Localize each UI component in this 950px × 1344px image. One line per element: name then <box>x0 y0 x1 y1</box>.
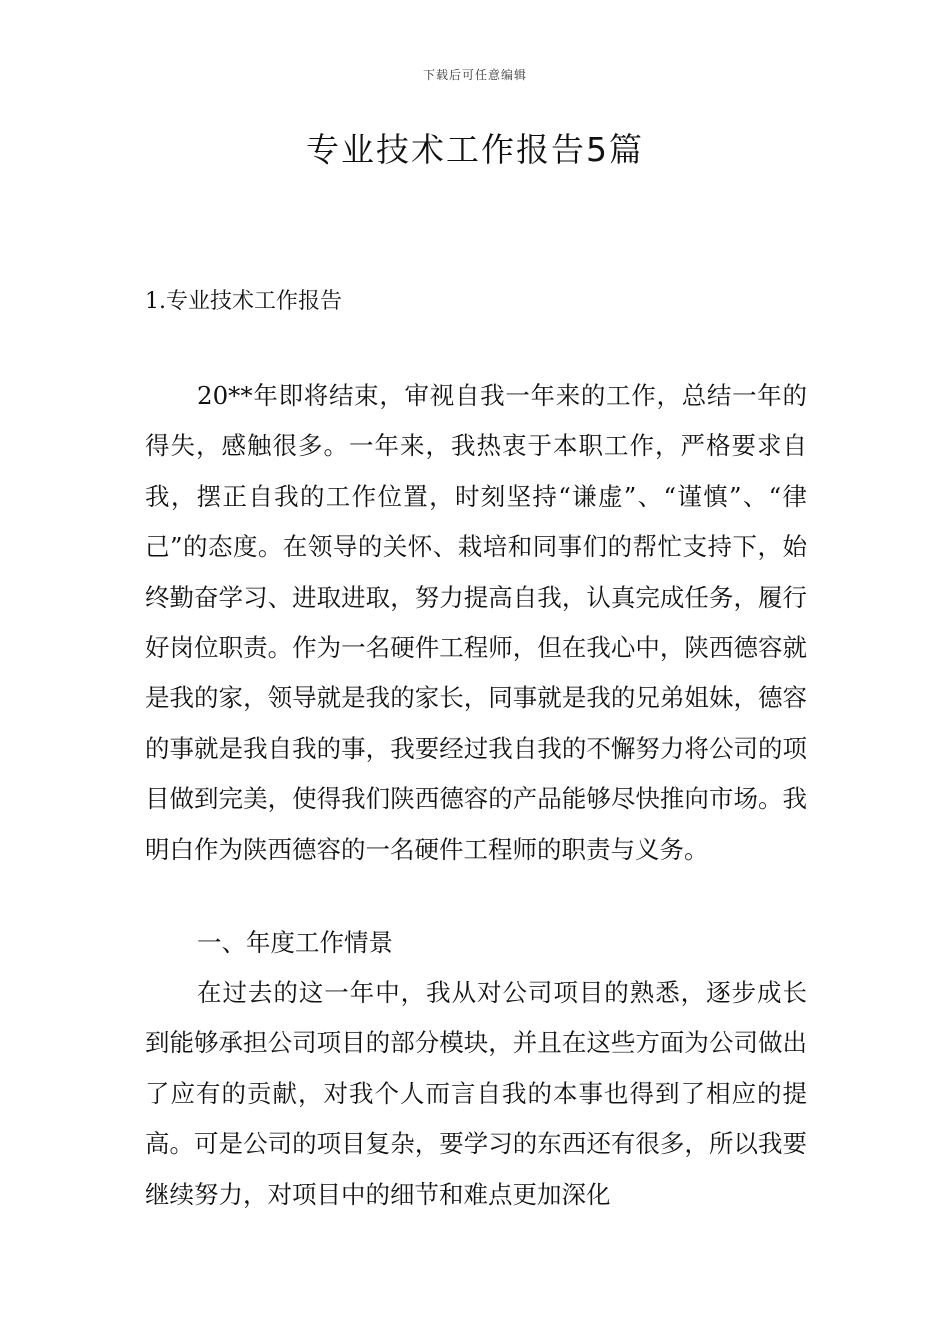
document-title: 专业技术工作报告5篇 <box>306 130 644 169</box>
body-paragraph-2: 在过去的这一年中，我从对公司项目的熟悉，逐步成长到能够承担公司项目的部分模块，并且在这些方面为公司做出了应有的贡献，对我个人而言自我的本事也得到了相应的提高。可是公司的项目复杂，要学习的东西还有很多，所以我要继续努力，对项目中的细节和难点更加深化 <box>145 978 807 1209</box>
section-heading: 1.专业技术工作报告 <box>145 289 342 314</box>
body-paragraph-1: 20**年即将结束，审视自我一年来的工作，总结一年的得失，感触很多。一年来，我热衷于本职工作，严格要求自我，摆正自我的工作位置，时刻坚持“谦虚”、“谨慎”、“律己”的态度。在领导的关怀、栽培和同事们的帮忙支持下，始终勤奋学习、进取进取，努力提高自我，认真完成任务，履行好岗位职责。作为一名硬件工程师，但在我心中，陕西德容就是我的家，领导就是我的家长，同事就是我的兄弟姐妹，德容的事就是我自我的事，我要经过我自我的不懈努力将公司的项目做到完美，使得我们陕西德容的产品能够尽快推向市场。我明白作为陕西德容的一名硬件工程师的职责与义务。 <box>145 381 807 864</box>
sub-heading-annual-work: 一、年度工作情景 <box>197 928 393 957</box>
header-note: 下载后可任意编辑 <box>422 68 527 82</box>
